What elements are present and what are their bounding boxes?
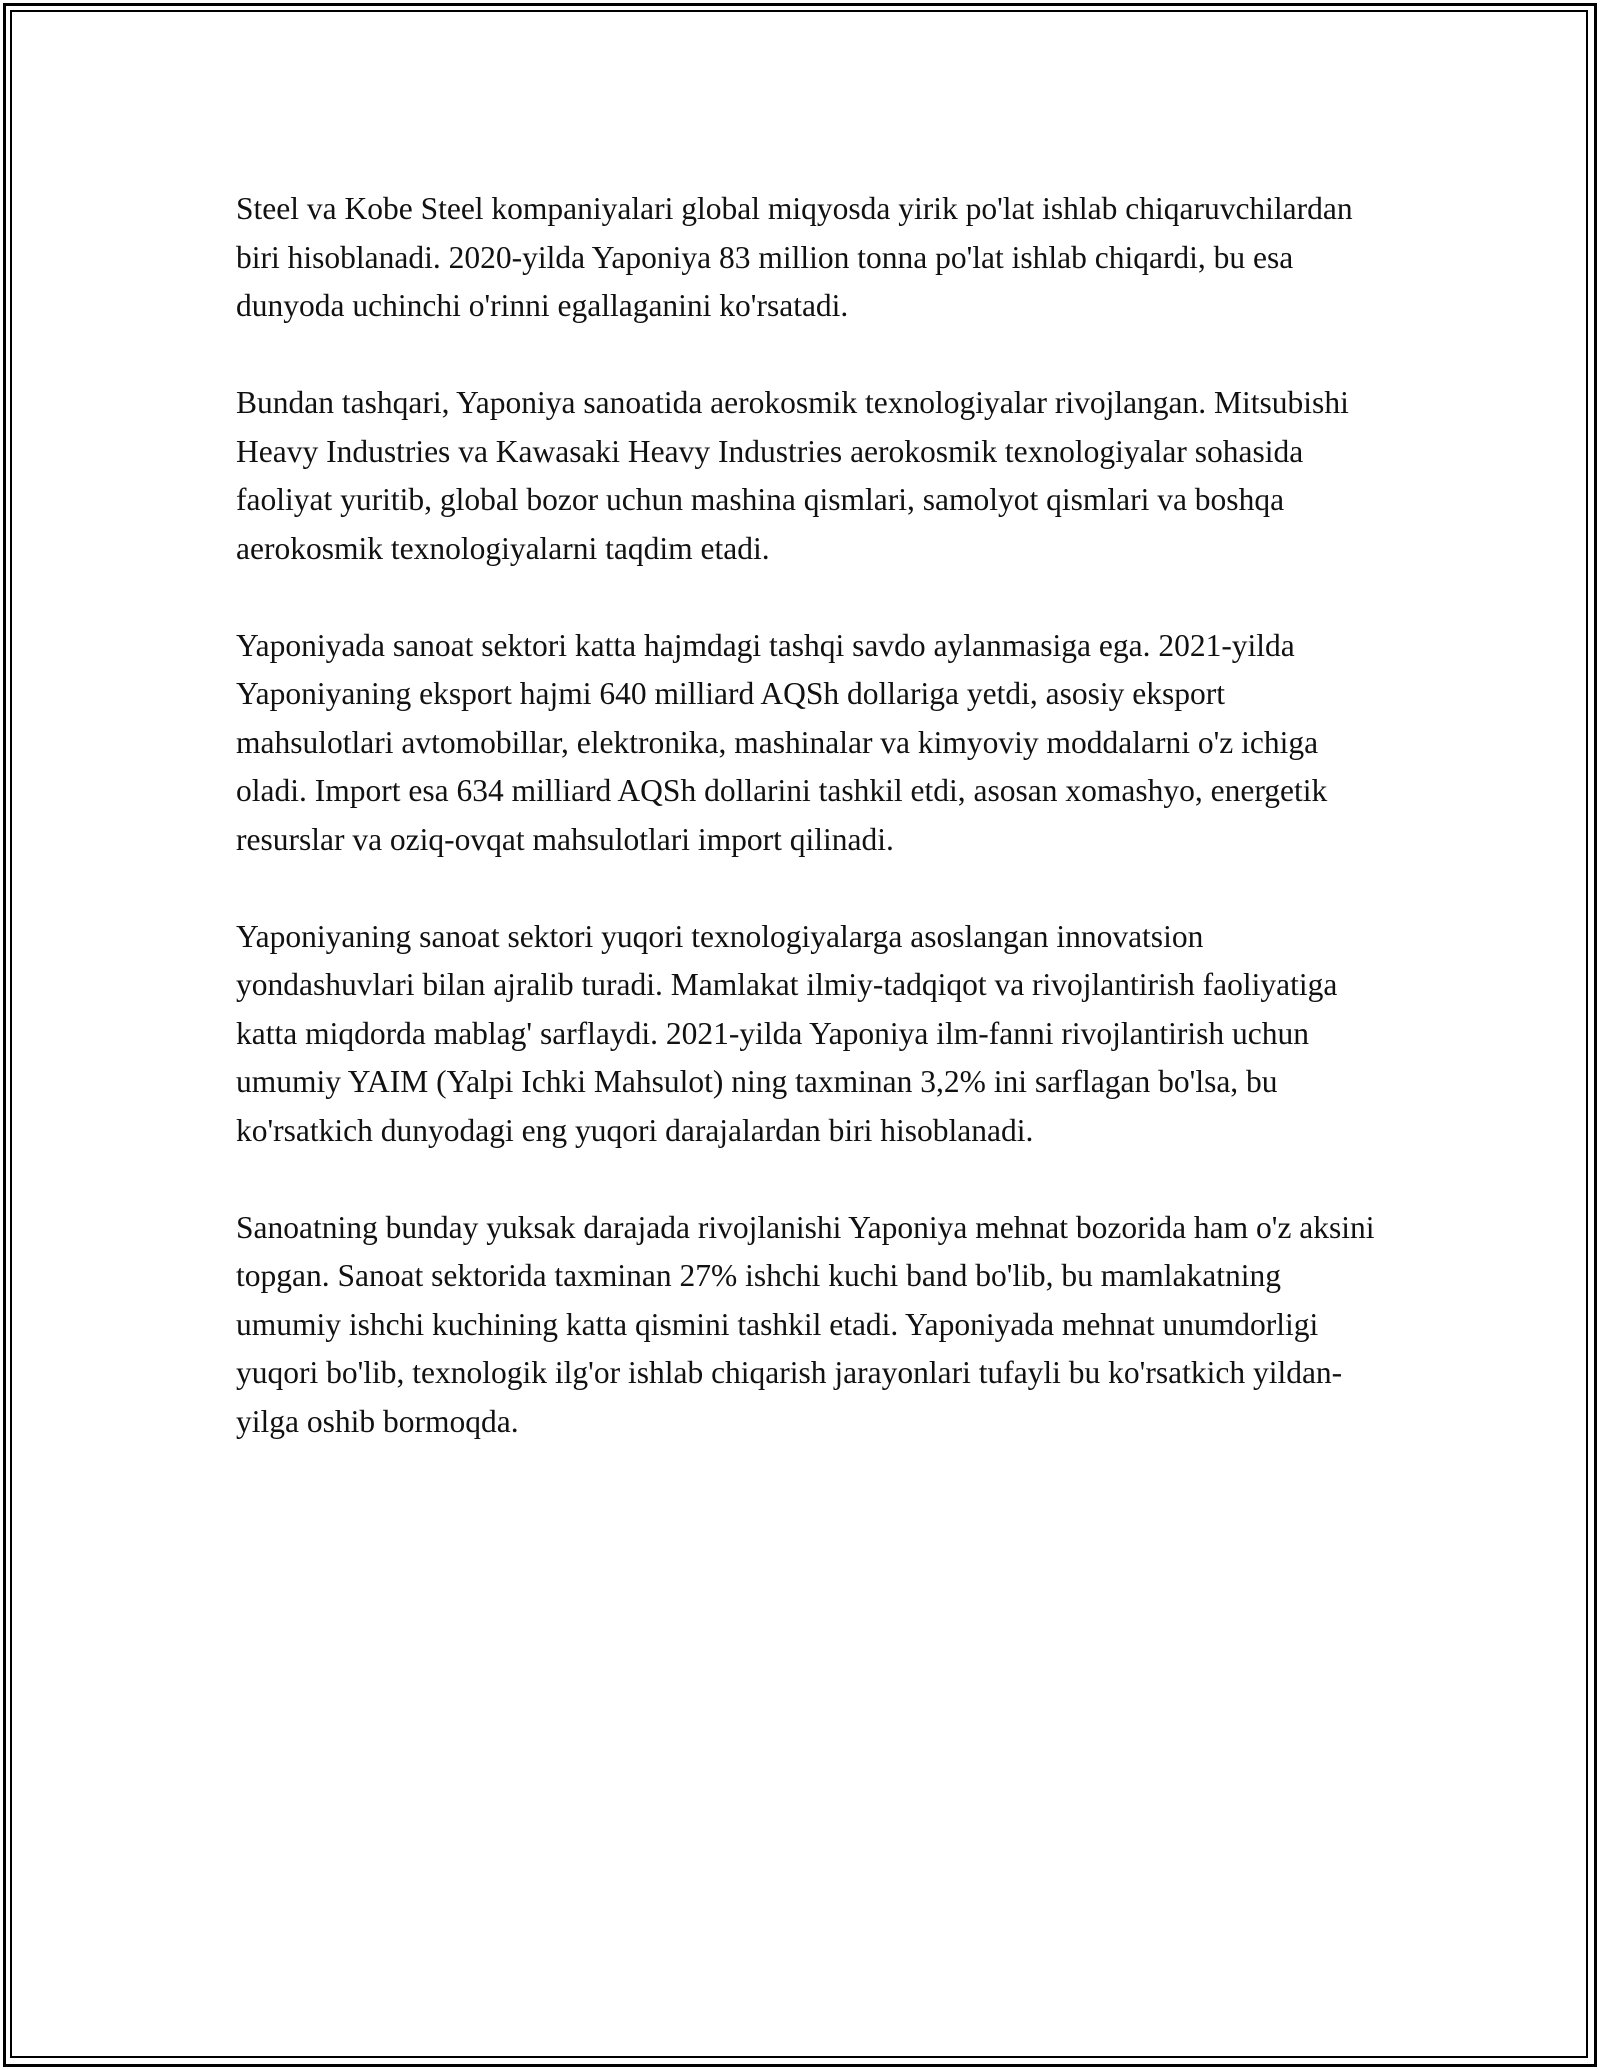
- paragraph-steel-production: Steel va Kobe Steel kompaniyalari global miqyosda yirik po'lat ishlab chiqaruvchilardan biri hisoblanadi. 2020-yilda Yaponiya 83 million tonna po'lat ishlab chiqardi, bu esa dunyoda uchinchi o'rinni egallaganini ko'rsatadi.: [236, 191, 1353, 323]
- document-body: [236, 185, 1376, 1495]
- paragraph-aerospace: Bundan tashqari, Yaponiya sanoatida aerokosmik texnologiyalar rivojlangan. Mitsubishi Heavy Industries va Kawasaki Heavy Industries aerokosmik texnologiyalar sohasida faoliyat yuritib, global bozor uchun mashina qismlari, samolyot qismlari va boshqa aerokosmik texnologiyalarni taqdim etadi.: [236, 385, 1349, 566]
- paragraph-foreign-trade: Yaponiyada sanoat sektori katta hajmdagi tashqi savdo aylanmasiga ega. 2021-yilda Yaponiyaning eksport hajmi 640 milliard AQSh dollariga yetdi, asosiy eksport mahsulotlari avtomobillar, elektronika, mashinalar va kimyoviy moddalarni o'z ichiga oladi. Import esa 634 milliard AQSh dollarini tashkil etdi, asosan xomashyo, energetik resurslar va oziq-ovqat mahsulotlari import qilinadi.: [236, 627, 1328, 857]
- paragraph-innovation: Yaponiyaning sanoat sektori yuqori texnologiyalarga asoslangan innovatsion yondashuvlari bilan ajralib turadi. Mamlakat ilmiy-tadqiqot va rivojlantirish faoliyatiga katta miqdorda mablag' sarflaydi. 2021-yilda Yaponiya ilm-fanni rivojlantirish uchun umumiy YAIM (Yalpi Ichki Mahsulot) ning taxminan 3,2% ini sarflagan bo'lsa, bu ko'rsatkich dunyodagi eng yuqori darajalardan biri hisoblanadi.: [236, 918, 1338, 1148]
- paragraph-labor-market: Sanoatning bunday yuksak darajada rivojlanishi Yaponiya mehnat bozorida ham o'z aksini topgan. Sanoat sektorida taxminan 27% ishchi kuchi band bo'lib, bu mamlakatning umumiy ishchi kuchining katta qismini tashkil etadi. Yaponiyada mehnat unumdorligi yuqori bo'lib, texnologik ilg'or ishlab chiqarish jarayonlari tufayli bu ko'rsatkich yildan-yilga oshib bormoqda.: [236, 1209, 1375, 1439]
